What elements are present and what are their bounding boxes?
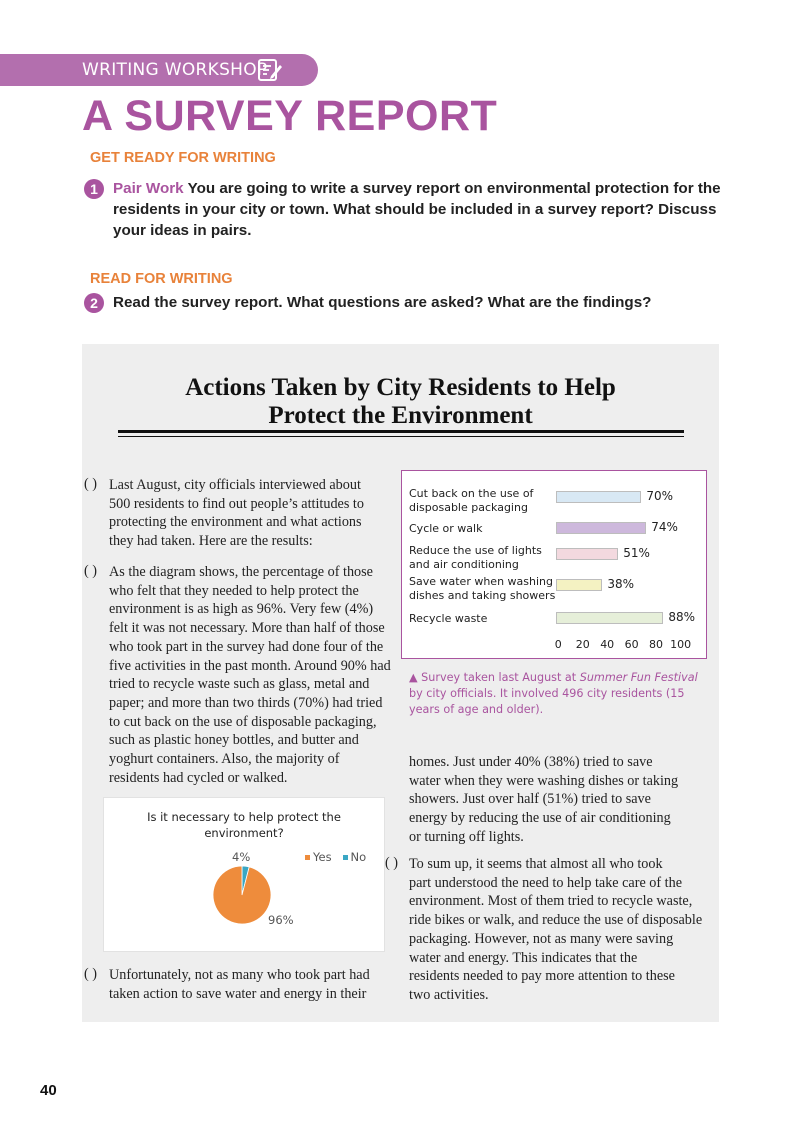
bar-category-label: Cut back on the use of disposable packaging [409,487,534,514]
x-tick-label: 60 [624,638,639,651]
paragraph-2: As the diagram shows, the percentage of those who felt that they needed to help protect the environment is as high as 96%. Very few (4%) felt it was not necessary. More than half of those who took part in the survey had done four of the five activities in the past month. Around 90% had tried to recycle waste such as glass, metal and paper; and more than two thirds (70%) had tried to cut back on the use of disposable packaging, such as plastic honey bottles, and butter and yoghurt containers. Also, the majority of residents had cycled or walked. [109,564,391,786]
bar [556,548,618,560]
paragraph-3-start: Unfortunately, not as many who took part had taken action to save water and energy in their [109,967,370,1002]
get-ready-heading: GET READY FOR WRITING [90,150,276,166]
title-rule-thick [118,430,684,433]
legend-yes-swatch [305,855,310,860]
bar-value-label: 38% [607,577,635,591]
answer-blank-3[interactable]: ( ) [84,966,97,982]
legend-yes: Yes [305,850,332,864]
bar-value-label: 70% [646,489,674,503]
bar [556,612,663,624]
chart-caption: ▲ Survey taken last August at Summer Fun Festival by city officials. It involved 496 city residents (15 years of age and older). [409,671,698,716]
x-tick-label: 80 [649,638,663,651]
pair-work-label: Pair Work [113,180,184,197]
pie-chart [212,865,272,925]
pie-chart-title: Is it necessary to help protect the environment? [147,810,341,840]
page-number: 40 [40,1082,57,1099]
pie-legend [305,850,366,864]
legend-no: No [343,850,367,864]
x-tick-label: 40 [600,638,615,651]
pie-label-yes: 96% [268,913,294,927]
question-2-number: 2 [84,293,104,313]
paragraph-4: To sum up, it seems that almost all who took part understood the need to help take care of the environment. Most of them tried to recycle waste, ride bikes or walk, and reduce the use of disposable packaging. However, not as many were saving water and energy. This indicates that the residents needed to pay more attention to these two activities. [409,856,703,1003]
legend-no-swatch [343,855,348,860]
bar-category-label: Recycle waste [409,612,488,625]
pie-slice-yes [213,866,271,924]
x-tick-label: 20 [575,638,590,651]
bar-value-label: 88% [668,610,696,624]
answer-blank-2[interactable]: ( ) [84,563,97,579]
pie-label-no: 4% [232,850,251,864]
x-tick-label: 100 [670,638,692,651]
bar [556,522,646,534]
paragraph-3-end: homes. Just under 40% (38%) tried to save water when they were washing dishes or taking showers. Just over half (51%) tried to save energy by reducing the use of air conditioning or turning off lights. [409,754,679,845]
answer-blank-4[interactable]: ( ) [385,855,398,871]
question-1-text: Pair Work You are going to write a survey report on environmental protection for the residents in your city or town. What should be included in a survey report? Discuss your ideas in pairs. [113,180,721,239]
bar [556,491,641,503]
question-2-text: Read the survey report. What questions are asked? What are the findings? [113,294,652,311]
bar-value-label: 51% [623,546,650,560]
bar-category-label: Cycle or walk [409,522,483,535]
page-title: A SURVEY REPORT [82,92,498,140]
report-title: Actions Taken by City Residents to Help Protect the Environment [185,374,616,429]
x-tick-label: 0 [554,638,562,651]
section-banner [0,54,318,86]
read-for-writing-heading: READ FOR WRITING [90,271,233,287]
bar-value-label: 74% [651,520,678,534]
bar [556,579,602,591]
paragraph-1: Last August, city officials interviewed about 500 residents to find out people’s attitudes to protecting the environment and what actions they had taken. Here are the results: [109,477,364,550]
bar-category-label: Save water when washing dishes and taking showers [409,575,556,602]
title-rule-thin [118,436,684,437]
bar-category-label: Reduce the use of lights and air conditioning [409,544,542,571]
banner-label: WRITING WORKSHOP [82,60,268,80]
answer-blank-1[interactable]: ( ) [84,476,97,492]
question-1-number: 1 [84,179,104,199]
writing-pad-icon [257,57,283,83]
